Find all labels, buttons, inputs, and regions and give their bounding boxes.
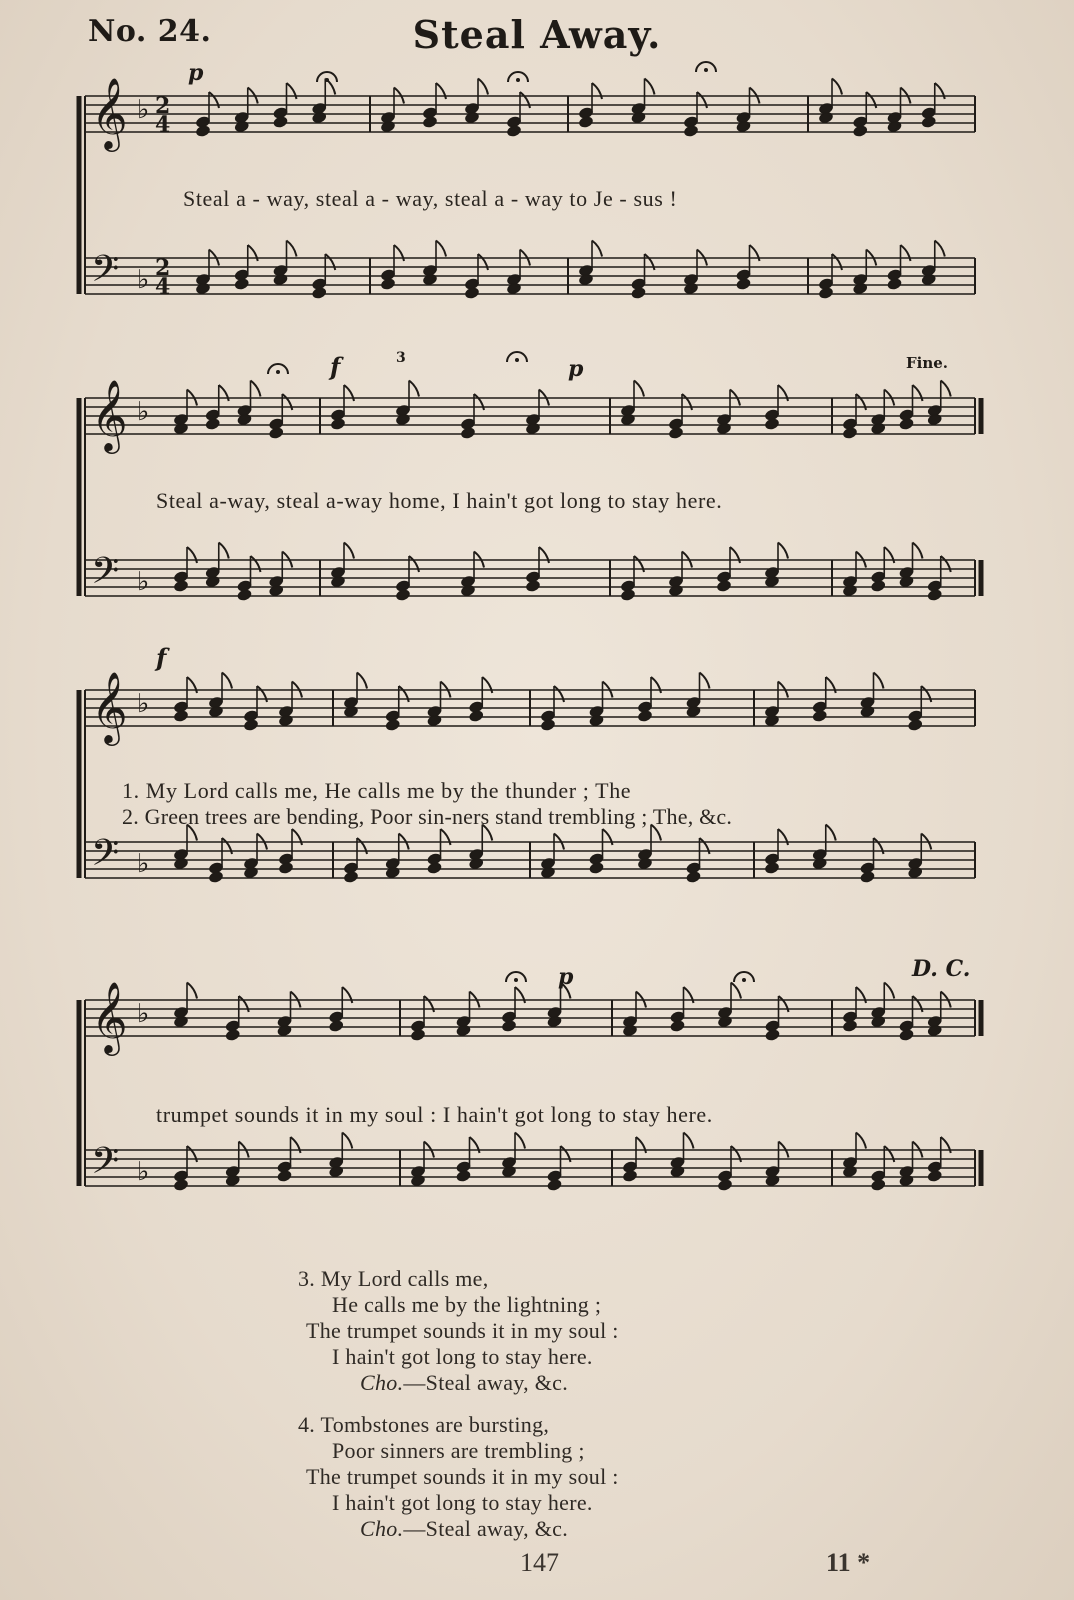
note-head (380, 278, 395, 291)
note-head (173, 1015, 188, 1028)
note-head (312, 287, 327, 300)
note-head (330, 418, 345, 431)
note-flag (778, 543, 788, 559)
note-head (547, 1015, 562, 1028)
fermata-dot (742, 978, 746, 982)
key-flat: ♭ (137, 999, 150, 1029)
note-head (860, 871, 875, 884)
note-head (501, 1165, 516, 1178)
treble-clef: 𝄞 (91, 378, 128, 451)
note-head (277, 1170, 292, 1183)
lyrics-line: 2. Green trees are bending, Poor sin-ners stand trembling ; The, &c. (122, 804, 733, 829)
note-head (668, 584, 683, 597)
note-head (173, 710, 188, 723)
note-head (871, 422, 886, 435)
note-head (908, 719, 923, 732)
note-head (427, 714, 442, 727)
treble-clef: 𝄞 (91, 980, 128, 1053)
note-head (410, 1174, 425, 1187)
key-flat: ♭ (137, 1157, 150, 1187)
chorus-text: —Steal away, &c. (403, 1370, 569, 1395)
note-head (195, 282, 210, 295)
fine-mark: Fine. (906, 354, 949, 372)
signature-mark: 11 * (826, 1548, 871, 1577)
note-head (225, 1174, 240, 1187)
note-flag (731, 983, 741, 999)
note-head (243, 866, 258, 879)
note-head (589, 714, 604, 727)
page-number: 147 (520, 1548, 559, 1577)
note-head (506, 282, 521, 295)
note-flag (856, 1133, 866, 1149)
note-flag (700, 673, 710, 689)
verse-line: The trumpet sounds it in my soul : (306, 1318, 619, 1343)
note-head (812, 857, 827, 870)
time-signature-bottom: 4 (155, 274, 171, 300)
note-head (683, 282, 698, 295)
note-head (637, 710, 652, 723)
note-head (887, 120, 902, 133)
fermata-dot (704, 68, 708, 72)
chorus-text: —Steal away, &c. (403, 1516, 569, 1541)
note-head (422, 273, 437, 286)
note-head (765, 1174, 780, 1187)
verse-3 (298, 1266, 619, 1396)
note-head (736, 278, 751, 291)
note-head (273, 116, 288, 129)
note-head (764, 714, 779, 727)
verse-line: I hain't got long to stay here. (332, 1344, 593, 1369)
triplet-mark: 3 (396, 350, 406, 366)
lyrics-line: 1. My Lord calls me, He calls me by the thunder ; The (122, 778, 632, 803)
note-flag (826, 825, 836, 841)
verse-line: Tombstones are bursting, (320, 1412, 550, 1437)
note-flag (222, 673, 232, 689)
hymn-title: Steal Away. (412, 12, 662, 57)
verse-4 (298, 1412, 619, 1542)
note-head (460, 584, 475, 597)
note-head (717, 1015, 732, 1028)
note-flag (344, 543, 354, 559)
fermata-dot (516, 78, 520, 82)
treble-clef: 𝄞 (91, 76, 128, 149)
note-head (921, 273, 936, 286)
note-flag (287, 241, 297, 257)
note-head (269, 584, 284, 597)
bass-clef: 𝄢 (91, 832, 120, 883)
note-head (899, 575, 914, 588)
note-head (205, 575, 220, 588)
dynamic-piano: p (558, 964, 574, 990)
note-head (764, 575, 779, 588)
time-signature-top: 2 (155, 93, 171, 119)
note-head (464, 111, 479, 124)
note-flag (592, 241, 602, 257)
note-head (506, 125, 521, 138)
note-flag (187, 983, 197, 999)
note-head (871, 1015, 886, 1028)
note-head (578, 273, 593, 286)
note-flag (436, 241, 446, 257)
key-flat: ♭ (137, 397, 150, 427)
note-head (208, 705, 223, 718)
note-flag (874, 673, 884, 689)
lyrics-line: Steal a - way, steal a - way, steal a - way to Je - sus ! (183, 186, 678, 211)
note-head (329, 1165, 344, 1178)
note-head (385, 866, 400, 879)
dynamic-forte: f (156, 643, 167, 672)
note-head (899, 1029, 914, 1042)
dc-mark: D. C. (912, 956, 971, 982)
note-head (395, 413, 410, 426)
note-head (637, 857, 652, 870)
note-head (205, 418, 220, 431)
note-head (716, 580, 731, 593)
note-head (173, 857, 188, 870)
note-head (620, 589, 635, 602)
note-head (243, 719, 258, 732)
note-head (329, 1020, 344, 1033)
verse-line: The trumpet sounds it in my soul : (306, 1464, 619, 1489)
key-flat: ♭ (137, 95, 150, 125)
note-head (764, 862, 779, 875)
key-flat: ♭ (137, 849, 150, 879)
note-head (927, 1024, 942, 1037)
key-flat: ♭ (137, 689, 150, 719)
note-head (908, 866, 923, 879)
note-flag (884, 983, 894, 999)
note-head (277, 1024, 292, 1037)
note-head (589, 862, 604, 875)
note-head (540, 866, 555, 879)
fermata-dot (515, 358, 519, 362)
note-head (631, 287, 646, 300)
note-head (525, 580, 540, 593)
note-head (195, 125, 210, 138)
key-flat: ♭ (137, 567, 150, 597)
note-head (469, 857, 484, 870)
note-head (464, 287, 479, 300)
note-head (622, 1024, 637, 1037)
note-head (380, 120, 395, 133)
note-flag (634, 381, 644, 397)
note-head (927, 1170, 942, 1183)
note-flag (251, 381, 261, 397)
dynamic-piano: p (188, 60, 204, 86)
note-head (422, 116, 437, 129)
note-head (717, 1179, 732, 1192)
note-flag (357, 673, 367, 689)
note-head (173, 1179, 188, 1192)
verse-line: I hain't got long to stay here. (332, 1490, 593, 1515)
dynamic-piano: p (568, 356, 584, 382)
bass-clef: 𝄢 (91, 248, 120, 299)
verse-line: Poor sinners are trembling ; (332, 1438, 585, 1463)
fermata-dot (276, 370, 280, 374)
key-flat: ♭ (137, 265, 150, 295)
note-head (578, 116, 593, 129)
note-flag (913, 543, 923, 559)
note-head (456, 1024, 471, 1037)
verse-number: 4. (298, 1412, 316, 1437)
note-head (716, 422, 731, 435)
fermata-dot (514, 978, 518, 982)
note-head (853, 282, 868, 295)
lyrics-line: Steal a-way, steal a-way home, I hain't got long to stay here. (156, 488, 723, 513)
note-flag (941, 381, 951, 397)
note-head (818, 111, 833, 124)
note-head (927, 589, 942, 602)
note-head (921, 116, 936, 129)
note-head (225, 1029, 240, 1042)
note-head (871, 1179, 886, 1192)
verse-line: He calls me by the lightning ; (332, 1292, 602, 1317)
note-head (842, 427, 857, 440)
note-head (547, 1179, 562, 1192)
note-head (842, 584, 857, 597)
note-head (343, 705, 358, 718)
treble-clef: 𝄞 (91, 670, 128, 743)
note-head (312, 111, 327, 124)
note-head (686, 871, 701, 884)
note-head (456, 1170, 471, 1183)
bass-clef: 𝄢 (91, 550, 120, 601)
note-head (237, 413, 252, 426)
note-head (525, 422, 540, 435)
note-head (269, 427, 284, 440)
note-head (668, 427, 683, 440)
note-head (395, 589, 410, 602)
note-head (670, 1165, 685, 1178)
note-head (899, 418, 914, 431)
note-flag (342, 1133, 352, 1149)
note-flag (935, 241, 945, 257)
note-head (237, 589, 252, 602)
note-flag (832, 79, 842, 95)
note-head (871, 580, 886, 593)
note-head (410, 1029, 425, 1042)
note-head (330, 575, 345, 588)
time-signature-top: 2 (155, 255, 171, 281)
time-signature-bottom: 4 (155, 112, 171, 138)
note-head (173, 422, 188, 435)
note-head (173, 580, 188, 593)
note-head (736, 120, 751, 133)
lyrics-line: trumpet sounds it in my soul : I hain't got long to stay here. (156, 1102, 713, 1127)
note-head (812, 710, 827, 723)
hymn-number: No. 24. (88, 14, 212, 49)
note-flag (515, 1133, 525, 1149)
note-flag (478, 79, 488, 95)
note-head (278, 862, 293, 875)
dynamic-forte: f (330, 352, 341, 381)
fermata-dot (325, 78, 329, 82)
note-head (899, 1174, 914, 1187)
note-head (501, 1020, 516, 1033)
bass-clef: 𝄢 (91, 1140, 120, 1191)
note-head (385, 719, 400, 732)
note-head (927, 413, 942, 426)
note-head (765, 1029, 780, 1042)
note-head (818, 287, 833, 300)
note-head (670, 1020, 685, 1033)
note-head (208, 871, 223, 884)
note-head (540, 719, 555, 732)
note-flag (684, 1133, 694, 1149)
verse-line: My Lord calls me, (320, 1266, 489, 1291)
note-flag (409, 381, 419, 397)
note-head (343, 871, 358, 884)
chorus-label: Cho. (360, 1370, 404, 1395)
note-head (469, 710, 484, 723)
note-head (234, 120, 249, 133)
note-head (234, 278, 249, 291)
note-head (842, 1165, 857, 1178)
note-head (622, 1170, 637, 1183)
note-head (860, 705, 875, 718)
note-head (853, 125, 868, 138)
note-head (278, 714, 293, 727)
note-head (887, 278, 902, 291)
note-head (631, 111, 646, 124)
verse-number: 3. (298, 1266, 316, 1291)
note-head (273, 273, 288, 286)
note-head (686, 705, 701, 718)
note-head (764, 418, 779, 431)
note-head (620, 413, 635, 426)
note-head (427, 862, 442, 875)
note-flag (219, 543, 229, 559)
chorus-label: Cho. (360, 1516, 404, 1541)
note-head (460, 427, 475, 440)
note-flag (645, 79, 655, 95)
note-head (842, 1020, 857, 1033)
note-head (683, 125, 698, 138)
